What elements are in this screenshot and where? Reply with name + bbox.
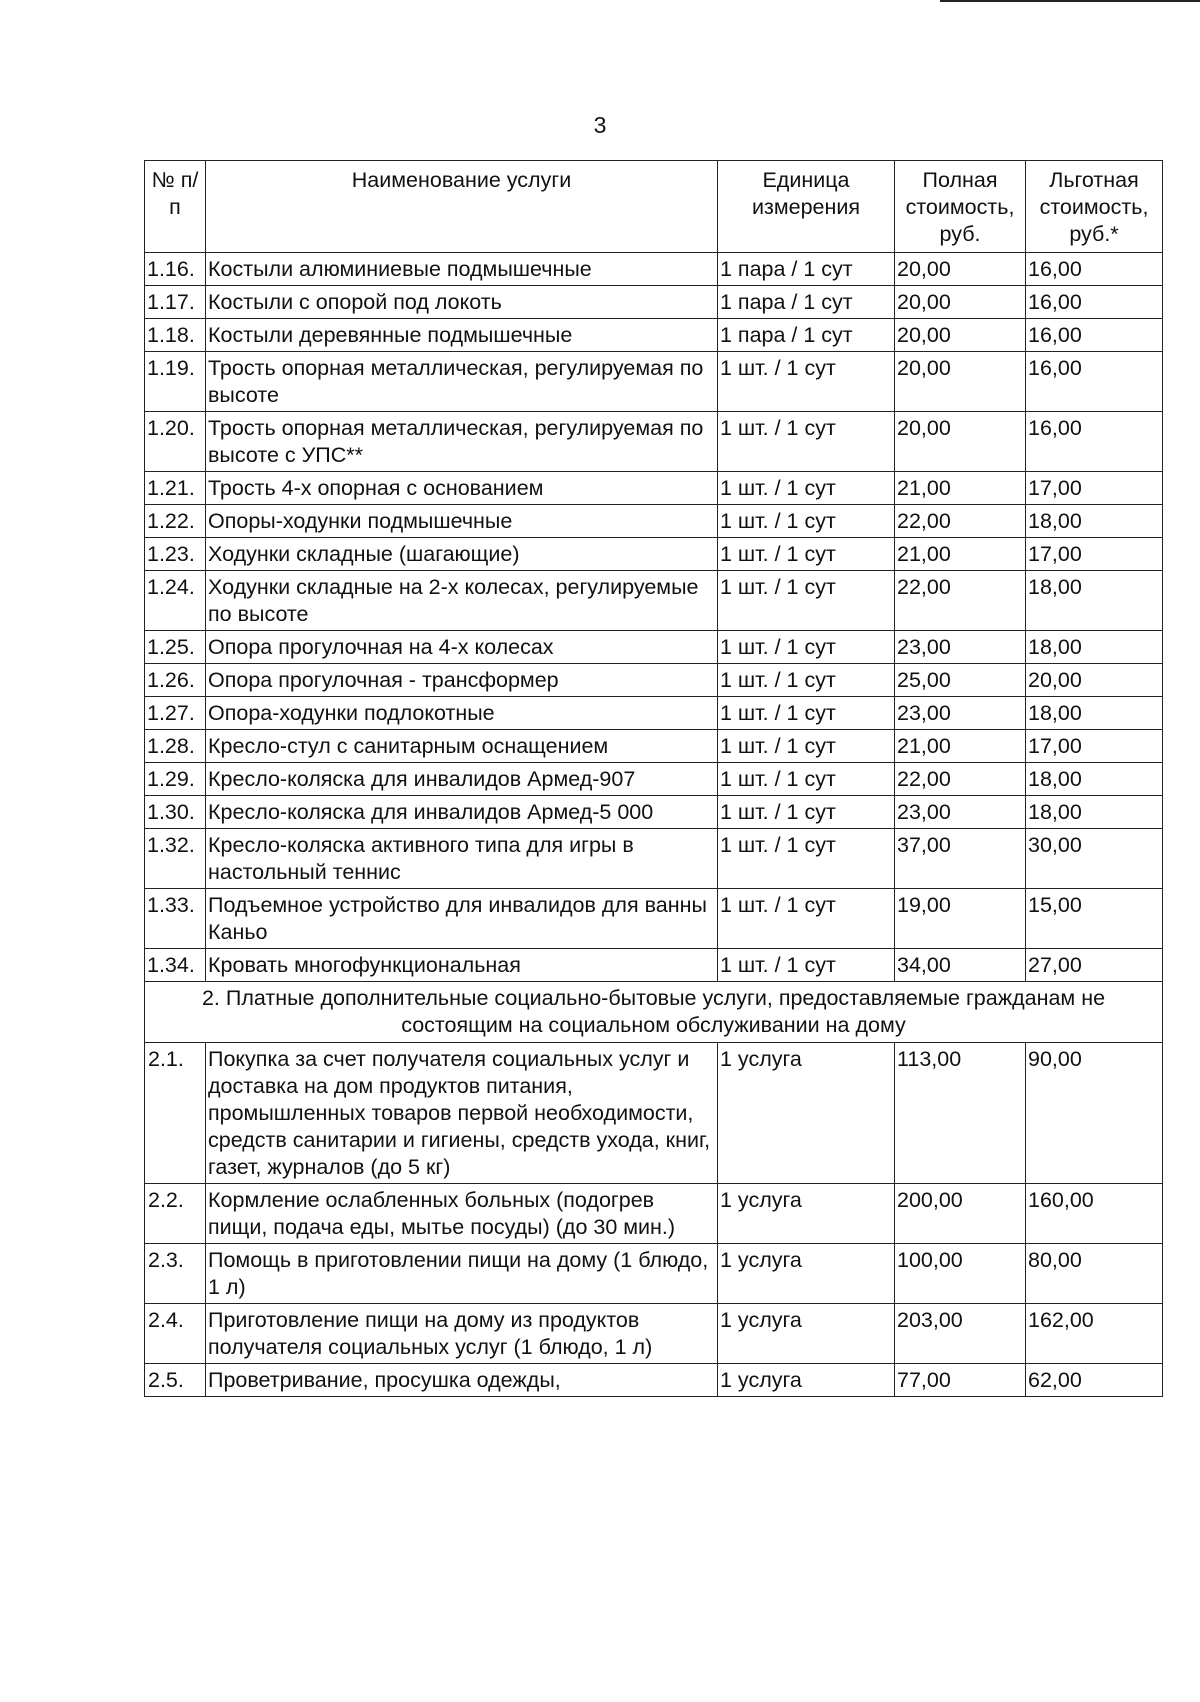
discount-price: 16,00 [1026, 253, 1163, 286]
table-header-row [145, 161, 1163, 253]
table-row [145, 730, 1163, 763]
discount-price: 27,00 [1026, 949, 1163, 982]
row-number: 2.5. [145, 1364, 206, 1397]
unit-of-measure: 1 шт. / 1 сут [718, 352, 895, 412]
unit-of-measure: 1 услуга [718, 1043, 895, 1184]
full-price: 34,00 [895, 949, 1026, 982]
table-row [145, 571, 1163, 631]
unit-of-measure: 1 шт. / 1 сут [718, 505, 895, 538]
row-number: 1.26. [145, 664, 206, 697]
row-number: 1.20. [145, 412, 206, 472]
table-row [145, 1184, 1163, 1244]
group1-body [145, 253, 1163, 982]
full-price: 77,00 [895, 1364, 1026, 1397]
table-row [145, 1304, 1163, 1364]
discount-price: 18,00 [1026, 796, 1163, 829]
row-number: 1.16. [145, 253, 206, 286]
discount-price: 16,00 [1026, 286, 1163, 319]
table-row [145, 889, 1163, 949]
row-number: 1.17. [145, 286, 206, 319]
header-discount-price: Льготная стоимость, руб.* [1026, 161, 1163, 253]
section2-body [145, 982, 1163, 1043]
row-number: 1.33. [145, 889, 206, 949]
discount-price: 17,00 [1026, 538, 1163, 571]
discount-price: 16,00 [1026, 352, 1163, 412]
table-row [145, 796, 1163, 829]
discount-price: 20,00 [1026, 664, 1163, 697]
full-price: 23,00 [895, 796, 1026, 829]
unit-of-measure: 1 шт. / 1 сут [718, 949, 895, 982]
service-name: Костыли алюминиевые подмышечные [206, 253, 718, 286]
row-number: 1.18. [145, 319, 206, 352]
service-name: Помощь в приготовлении пищи на дому (1 блюдо, 1 л) [206, 1244, 718, 1304]
table-row [145, 949, 1163, 982]
unit-of-measure: 1 шт. / 1 сут [718, 763, 895, 796]
service-name: Опора прогулочная - трансформер [206, 664, 718, 697]
table-row [145, 472, 1163, 505]
discount-price: 17,00 [1026, 730, 1163, 763]
unit-of-measure: 1 шт. / 1 сут [718, 412, 895, 472]
discount-price: 18,00 [1026, 631, 1163, 664]
unit-of-measure: 1 шт. / 1 сут [718, 889, 895, 949]
full-price: 20,00 [895, 352, 1026, 412]
discount-price: 62,00 [1026, 1364, 1163, 1397]
group2-body [145, 1043, 1163, 1397]
table-row [145, 505, 1163, 538]
table-row [145, 253, 1163, 286]
service-name: Проветривание, просушка одежды, [206, 1364, 718, 1397]
unit-of-measure: 1 шт. / 1 сут [718, 472, 895, 505]
service-name: Трость 4-х опорная с основанием [206, 472, 718, 505]
full-price: 100,00 [895, 1244, 1026, 1304]
row-number: 1.22. [145, 505, 206, 538]
header-name: Наименование услуги [206, 161, 718, 253]
row-number: 2.1. [145, 1043, 206, 1184]
discount-price: 80,00 [1026, 1244, 1163, 1304]
full-price: 203,00 [895, 1304, 1026, 1364]
unit-of-measure: 1 услуга [718, 1364, 895, 1397]
service-name: Костыли деревянные подмышечные [206, 319, 718, 352]
row-number: 1.34. [145, 949, 206, 982]
unit-of-measure: 1 пара / 1 сут [718, 253, 895, 286]
full-price: 21,00 [895, 538, 1026, 571]
row-number: 1.24. [145, 571, 206, 631]
full-price: 20,00 [895, 286, 1026, 319]
header-unit: Единица измерения [718, 161, 895, 253]
row-number: 1.19. [145, 352, 206, 412]
discount-price: 18,00 [1026, 697, 1163, 730]
unit-of-measure: 1 шт. / 1 сут [718, 796, 895, 829]
service-name: Ходунки складные (шагающие) [206, 538, 718, 571]
unit-of-measure: 1 шт. / 1 сут [718, 571, 895, 631]
service-name: Опора-ходунки подлокотные [206, 697, 718, 730]
full-price: 19,00 [895, 889, 1026, 949]
unit-of-measure: 1 услуга [718, 1184, 895, 1244]
table-row [145, 319, 1163, 352]
service-name: Кресло-коляска активного типа для игры в настольный теннис [206, 829, 718, 889]
full-price: 21,00 [895, 472, 1026, 505]
table-row [145, 1364, 1163, 1397]
table-row [145, 697, 1163, 730]
unit-of-measure: 1 пара / 1 сут [718, 319, 895, 352]
service-name: Ходунки складные на 2-х колесах, регулируемые по высоте [206, 571, 718, 631]
service-name: Опоры-ходунки подмышечные [206, 505, 718, 538]
table-row [145, 1244, 1163, 1304]
row-number: 1.25. [145, 631, 206, 664]
service-name: Кормление ослабленных больных (подогрев пищи, подача еды, мытье посуды) (до 30 мин.) [206, 1184, 718, 1244]
row-number: 2.2. [145, 1184, 206, 1244]
unit-of-measure: 1 услуга [718, 1244, 895, 1304]
row-number: 2.3. [145, 1244, 206, 1304]
full-price: 22,00 [895, 571, 1026, 631]
service-name: Приготовление пищи на дому из продуктов получателя социальных услуг (1 блюдо, 1 л) [206, 1304, 718, 1364]
service-name: Кровать многофункциональная [206, 949, 718, 982]
discount-price: 16,00 [1026, 319, 1163, 352]
row-number: 1.29. [145, 763, 206, 796]
row-number: 1.21. [145, 472, 206, 505]
table-row [145, 829, 1163, 889]
unit-of-measure: 1 пара / 1 сут [718, 286, 895, 319]
row-number: 1.30. [145, 796, 206, 829]
full-price: 21,00 [895, 730, 1026, 763]
unit-of-measure: 1 услуга [718, 1304, 895, 1364]
unit-of-measure: 1 шт. / 1 сут [718, 697, 895, 730]
table-row [145, 412, 1163, 472]
top-edge-rule [940, 0, 1200, 2]
service-name: Трость опорная металлическая, регулируемая по высоте с УПС** [206, 412, 718, 472]
row-number: 2.4. [145, 1304, 206, 1364]
service-name: Кресло-коляска для инвалидов Армед-5 000 [206, 796, 718, 829]
table-row [145, 286, 1163, 319]
unit-of-measure: 1 шт. / 1 сут [718, 664, 895, 697]
section2-title: 2. Платные дополнительные социально-бытовые услуги, предоставляемые гражданам не состоящим на социальном обслуживании на дому [145, 982, 1163, 1043]
service-name: Костыли с опорой под локоть [206, 286, 718, 319]
discount-price: 160,00 [1026, 1184, 1163, 1244]
table-row [145, 352, 1163, 412]
discount-price: 16,00 [1026, 412, 1163, 472]
service-name: Кресло-коляска для инвалидов Армед-907 [206, 763, 718, 796]
full-price: 22,00 [895, 763, 1026, 796]
table-row [145, 1043, 1163, 1184]
discount-price: 18,00 [1026, 763, 1163, 796]
unit-of-measure: 1 шт. / 1 сут [718, 730, 895, 763]
unit-of-measure: 1 шт. / 1 сут [718, 538, 895, 571]
section-heading-row [145, 982, 1163, 1043]
full-price: 23,00 [895, 697, 1026, 730]
full-price: 22,00 [895, 505, 1026, 538]
row-number: 1.27. [145, 697, 206, 730]
full-price: 113,00 [895, 1043, 1026, 1184]
full-price: 37,00 [895, 829, 1026, 889]
full-price: 20,00 [895, 253, 1026, 286]
service-name: Опора прогулочная на 4-х колесах [206, 631, 718, 664]
discount-price: 15,00 [1026, 889, 1163, 949]
table-row [145, 763, 1163, 796]
row-number: 1.23. [145, 538, 206, 571]
full-price: 200,00 [895, 1184, 1026, 1244]
discount-price: 30,00 [1026, 829, 1163, 889]
service-name: Трость опорная металлическая, регулируемая по высоте [206, 352, 718, 412]
full-price: 20,00 [895, 319, 1026, 352]
table-row [145, 538, 1163, 571]
service-name: Подъемное устройство для инвалидов для ванны Каньо [206, 889, 718, 949]
table-row [145, 631, 1163, 664]
full-price: 23,00 [895, 631, 1026, 664]
header-num: № п/п [145, 161, 206, 253]
full-price: 20,00 [895, 412, 1026, 472]
full-price: 25,00 [895, 664, 1026, 697]
service-name: Кресло-стул с санитарным оснащением [206, 730, 718, 763]
row-number: 1.32. [145, 829, 206, 889]
table-row [145, 664, 1163, 697]
services-price-table [144, 160, 1163, 1397]
page-number: 3 [593, 112, 607, 138]
header-full-price: Полная стоимость, руб. [895, 161, 1026, 253]
discount-price: 90,00 [1026, 1043, 1163, 1184]
discount-price: 18,00 [1026, 571, 1163, 631]
row-number: 1.28. [145, 730, 206, 763]
unit-of-measure: 1 шт. / 1 сут [718, 631, 895, 664]
service-name: Покупка за счет получателя социальных услуг и доставка на дом продуктов питания, промышленных товаров первой необходимости, средств санитарии и гигиены, средств ухода, книг, газет, журналов (до 5 кг) [206, 1043, 718, 1184]
discount-price: 18,00 [1026, 505, 1163, 538]
discount-price: 162,00 [1026, 1304, 1163, 1364]
discount-price: 17,00 [1026, 472, 1163, 505]
unit-of-measure: 1 шт. / 1 сут [718, 829, 895, 889]
